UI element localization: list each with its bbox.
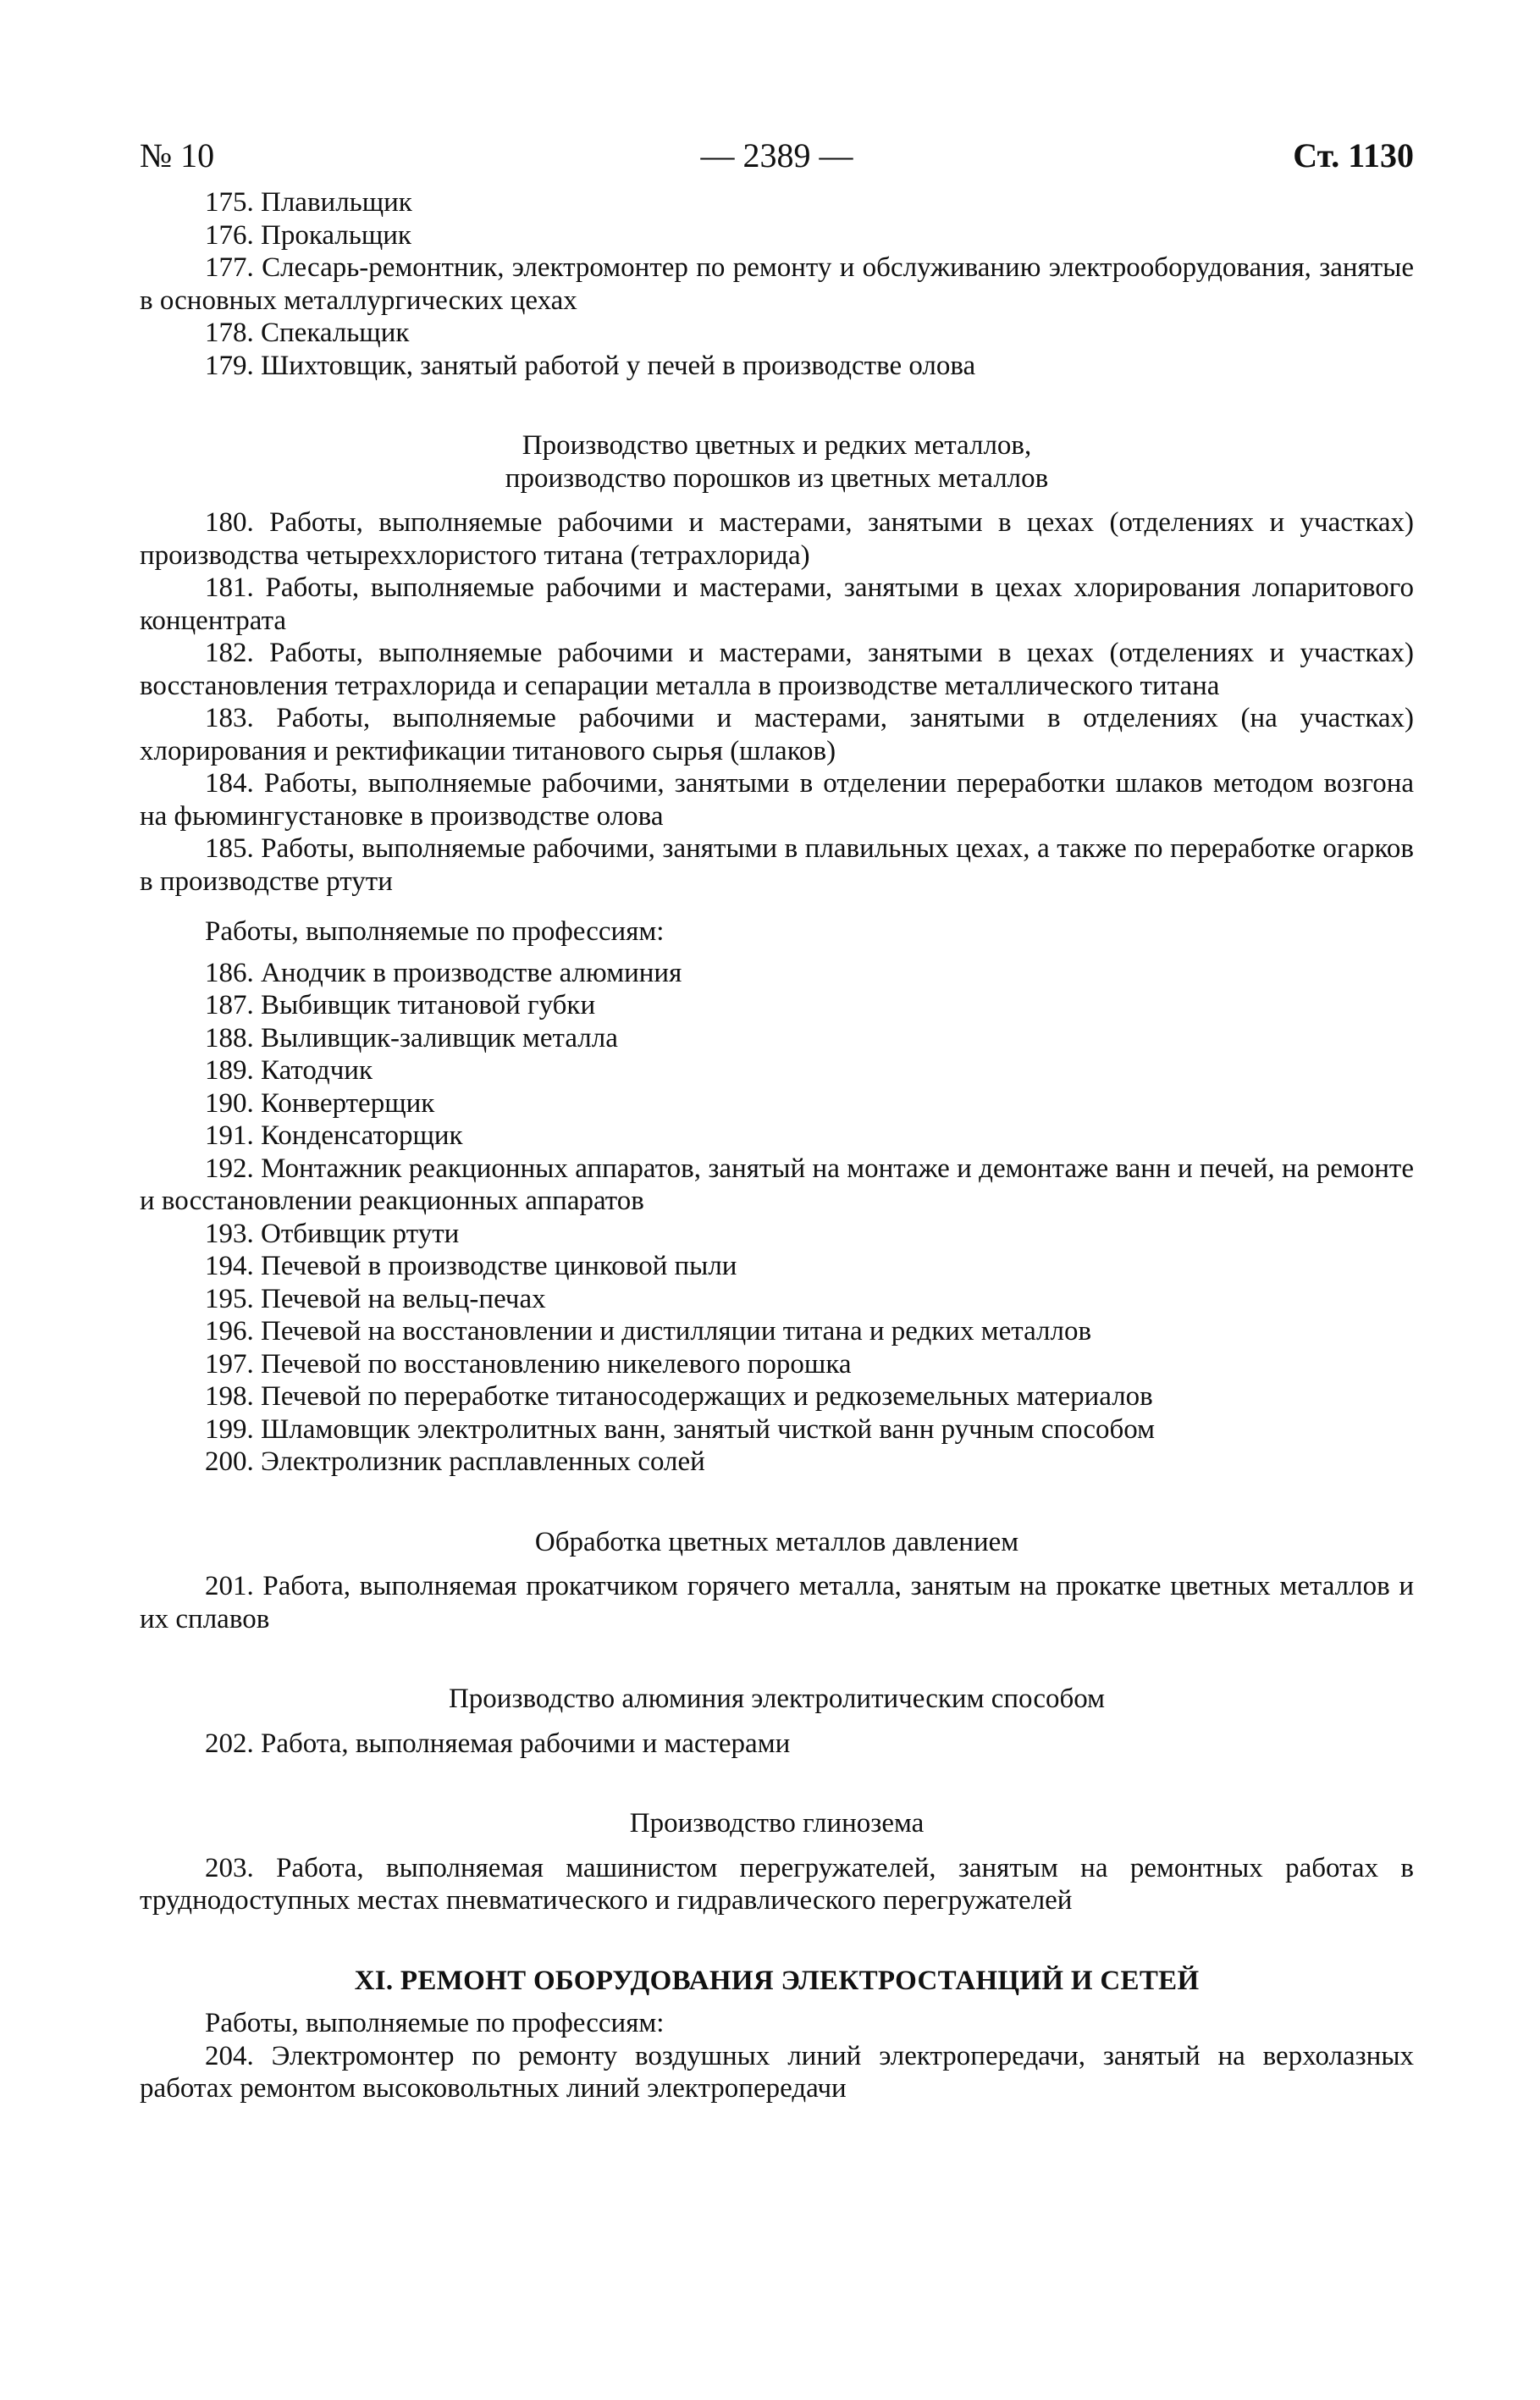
list-item: 194. Печевой в производстве цинковой пыли — [205, 1251, 737, 1281]
list-item: 182. Работы, выполняемые рабочими и мастерами, занятыми в цехах (отделениях и участках) восстановления тетрахлорида и сепарации металла в производстве металлического титана — [140, 638, 1414, 701]
section-heading-pressure-processing: Обработка цветных металлов давлением — [534, 1526, 1019, 1557]
list-item: 180. Работы, выполняемые рабочими и мастерами, занятыми в цехах (отделениях и участках) производства четыреххлористого титана (тетрахлорида) — [140, 507, 1414, 571]
list-item: 185. Работы, выполняемые рабочими, занятыми в плавильных цехах, а также по переработке огарков в производстве ртути — [140, 833, 1414, 897]
section-heading-aluminium: Производство алюминия электролитическим способом — [448, 1684, 1106, 1714]
list-item: 175. Плавильщик — [205, 187, 412, 218]
list-item: 188. Выливщик-заливщик металла — [205, 1022, 618, 1053]
list-item: 197. Печевой по восстановлению никелевого порошка — [205, 1348, 852, 1380]
list-item: 200. Электролизник расплавленных солей — [205, 1446, 705, 1477]
list-item: 177. Слесарь-ремонтник, электромонтер по ремонту и обслуживанию электрооборудования, занятые в основных металлургических цехах — [140, 252, 1414, 316]
list-item: 191. Конденсаторщик — [205, 1120, 463, 1151]
heading-line: производство порошков из цветных металлов — [505, 462, 1049, 494]
document-page — [140, 135, 1414, 2105]
list-item: 195. Печевой на вельц-печах — [205, 1283, 546, 1314]
list-item: 202. Работа, выполняемая рабочими и мастерами — [205, 1728, 791, 1759]
list-item: 198. Печевой по переработке титаносодержащих и редкоземельных материалов — [205, 1381, 1153, 1412]
issue-number: № 10 — [140, 136, 215, 174]
section-heading-alumina: Производство глинозема — [629, 1808, 925, 1839]
list-item: 187. Выбивщик титановой губки — [205, 990, 596, 1020]
page-number: — 2389 — — [700, 136, 853, 174]
list-item: 199. Шламовщик электролитных ванн, занятый чисткой ванн ручным способом — [205, 1413, 1156, 1445]
list-item: 192. Монтажник реакционных аппаратов, занятый на монтаже и демонтаже ванн и печей, на ремонте и восстановлении реакционных аппаратов — [140, 1153, 1414, 1216]
list-item: 196. Печевой на восстановлении и дистилляции титана и редких металлов — [205, 1316, 1092, 1347]
list-item: 179. Шихтовщик, занятый работой у печей в производстве олова — [205, 350, 976, 381]
list-item: 186. Анодчик в производстве алюминия — [205, 957, 682, 988]
article-number: Ст. 1130 — [1293, 136, 1414, 174]
document-body — [140, 186, 1414, 2105]
heading-line: Производство цветных и редких металлов, — [522, 430, 1032, 461]
professions-intro: Работы, выполняемые по профессиям: — [205, 2008, 665, 2038]
list-item: 189. Катодчик — [205, 1055, 373, 1086]
section-heading-nonferrous — [140, 429, 1414, 495]
list-item: 203. Работа, выполняемая машинистом перегружателей, занятым на ремонтных работах в труднодоступных местах пневматического и гидравлического перегружателей — [140, 1852, 1414, 1916]
list-item: 184. Работы, выполняемые рабочими, занятыми в отделении переработки шлаков методом возгона на фьюмингустановке в производстве олова — [140, 768, 1414, 832]
list-item: 178. Спекальщик — [205, 318, 410, 348]
list-item: 176. Прокальщик — [205, 219, 411, 251]
list-item: 183. Работы, выполняемые рабочими и мастерами, занятыми в отделениях (на участках) хлорирования и ректификации титанового сырья (шлаков) — [140, 703, 1414, 766]
section-title-xi: XI. РЕМОНТ ОБОРУДОВАНИЯ ЭЛЕКТРОСТАНЦИЙ И СЕТЕЙ — [354, 1965, 1200, 1996]
list-item: 181. Работы, выполняемые рабочими и мастерами, занятыми в цехах хлорирования лопаритового концентрата — [140, 572, 1414, 636]
list-item: 190. Конвертерщик — [205, 1087, 435, 1119]
list-item: 193. Отбивщик ртути — [205, 1218, 460, 1249]
page-header — [140, 135, 1414, 186]
list-item: 204. Электромонтер по ремонту воздушных линий электропередачи, занятый на верхолазных работах ремонтом высоковольтных линий электропередачи — [140, 2040, 1414, 2104]
professions-intro: Работы, выполняемые по профессиям: — [205, 916, 665, 947]
list-item: 201. Работа, выполняемая прокатчиком горячего металла, занятым на прокатке цветных металлов и их сплавов — [140, 1571, 1414, 1634]
